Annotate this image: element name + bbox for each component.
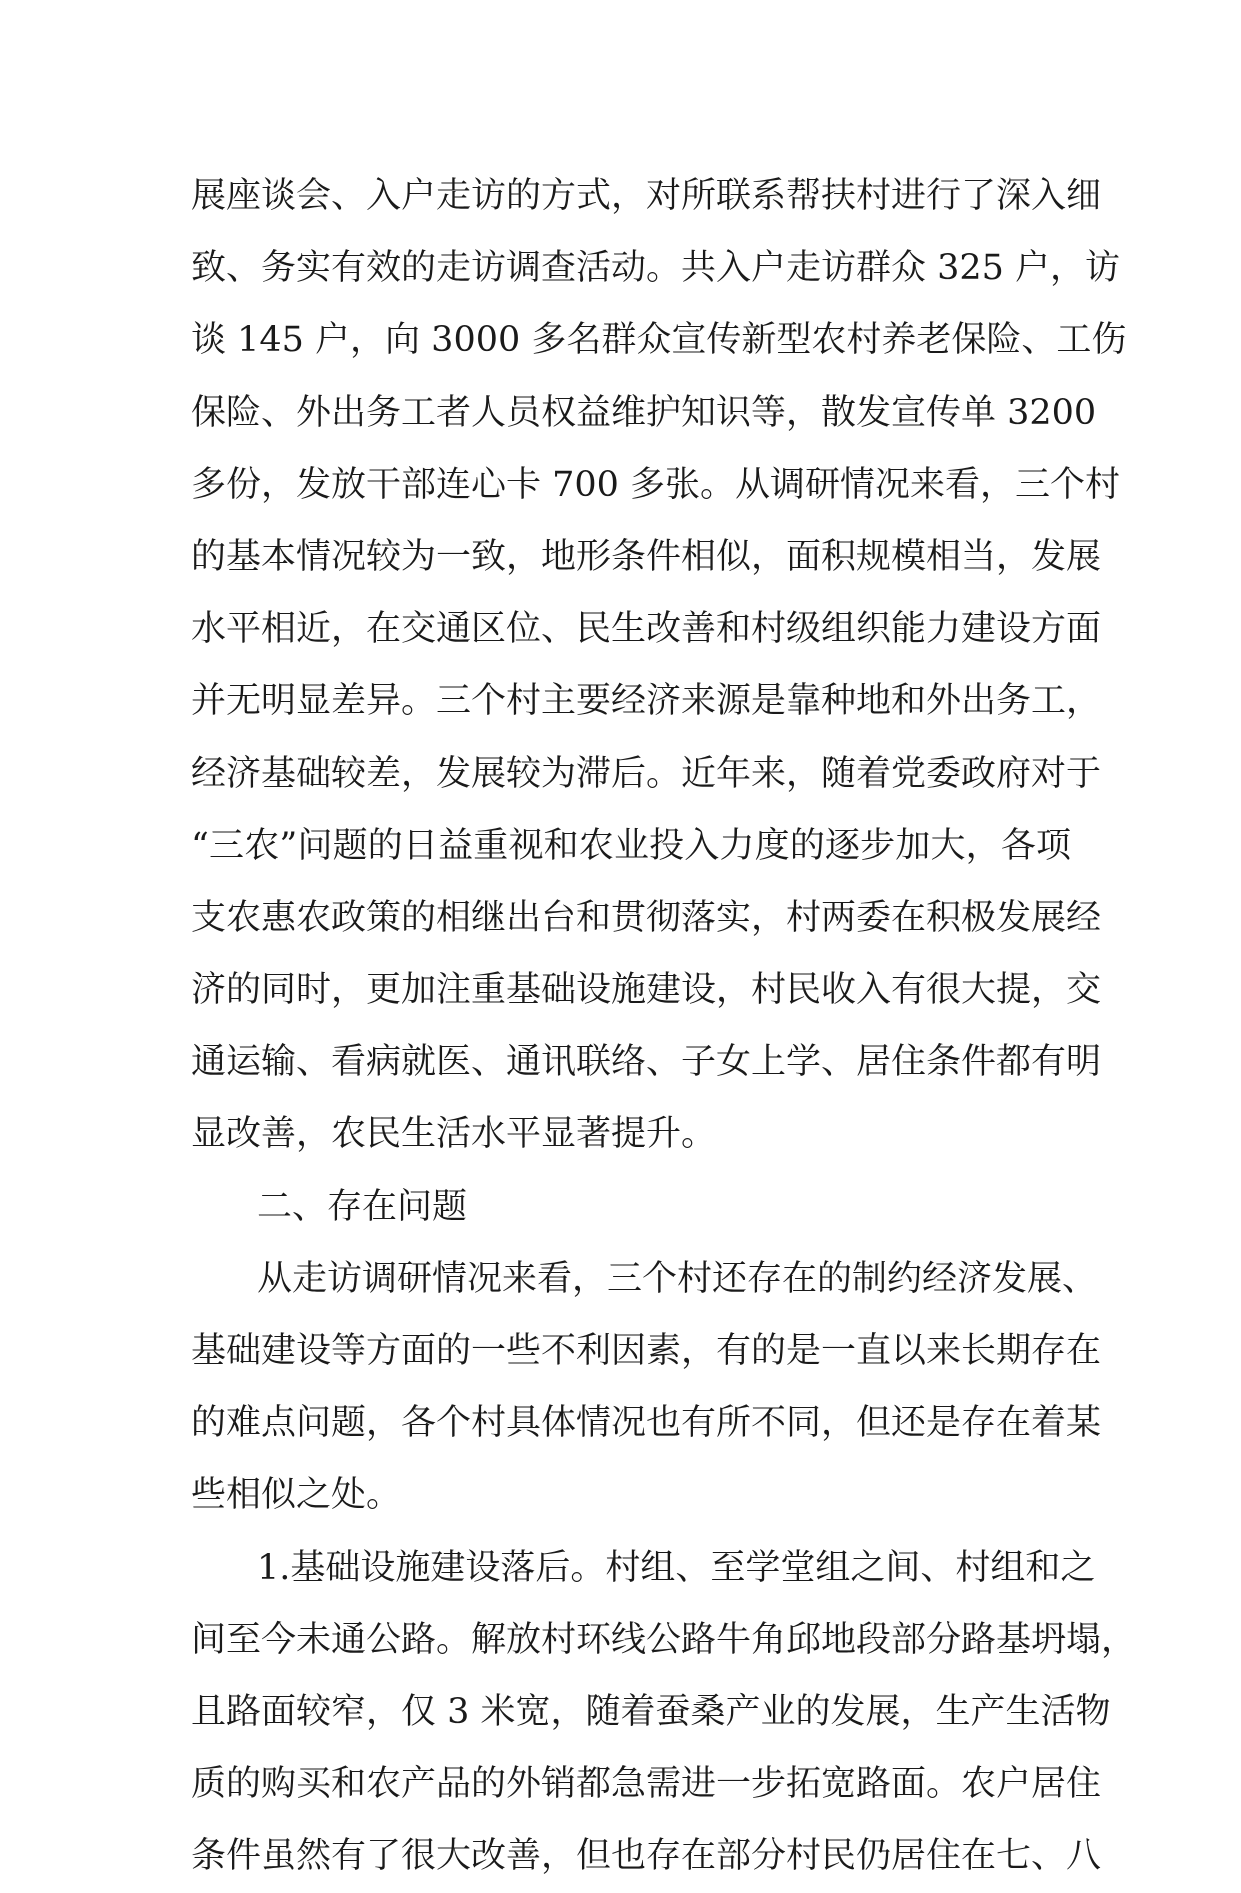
text-line: 通运输、看病就医、通讯联络、子女上学、居住条件都有明	[191, 1042, 1102, 1083]
body-text	[191, 160, 1137, 1893]
text-line: 济的同时，更加注重基础设施建设，村民收入有很大提，交	[191, 970, 1102, 1011]
section-heading: 二、存在问题	[257, 1186, 468, 1227]
text-line: 质的购买和农产品的外销都急需进一步拓宽路面。农户居住	[191, 1764, 1102, 1805]
text-line: 展座谈会、入户走访的方式，对所联系帮扶村进行了深入细	[191, 176, 1102, 216]
text-line: 并无明显差异。三个村主要经济来源是靠种地和外出务工，	[191, 681, 1102, 722]
text-line: 显改善，农民生活水平显著提升。	[191, 1114, 717, 1155]
text-line: 谈 145 户，向 3000 多名群众宣传新型农村养老保险、工伤	[191, 320, 1127, 361]
text-line: 水平相近，在交通区位、民生改善和村级组织能力建设方面	[191, 609, 1102, 650]
text-line: “三农”问题的日益重视和农业投入力度的逐步加大，各项	[191, 825, 1071, 866]
text-line: 些相似之处。	[191, 1475, 402, 1516]
text-line: 支农惠农政策的相继出台和贯彻落实，村两委在积极发展经	[191, 897, 1102, 938]
text-line: 1.基础设施建设落后。村组、至学堂组之间、村组和之	[257, 1547, 1096, 1588]
text-line: 保险、外出务工者人员权益维护知识等，散发宣传单 3200	[191, 392, 1097, 433]
text-line: 的难点问题，各个村具体情况也有所不同，但还是存在着某	[191, 1403, 1102, 1444]
text-line: 多份，发放干部连心卡 700 多张。从调研情况来看，三个村	[191, 464, 1121, 505]
text-line: 从走访调研情况来看，三个村还存在的制约经济发展、	[257, 1258, 1098, 1299]
text-line: 条件虽然有了很大改善，但也存在部分村民仍居住在七、八	[191, 1836, 1102, 1877]
text-line: 间至今未通公路。解放村环线公路牛角邱地段部分路基坍塌，	[191, 1619, 1137, 1660]
text-line: 的基本情况较为一致，地形条件相似，面积规模相当，发展	[191, 536, 1102, 577]
text-line: 致、务实有效的走访调查活动。共入户走访群众 325 户，访	[191, 248, 1121, 289]
text-line: 且路面较窄，仅 3 米宽，随着蚕桑产业的发展，生产生活物	[191, 1691, 1111, 1732]
text-line: 经济基础较差，发展较为滞后。近年来，随着党委政府对于	[191, 753, 1102, 794]
text-line: 基础建设等方面的一些不利因素，有的是一直以来长期存在	[191, 1331, 1102, 1371]
